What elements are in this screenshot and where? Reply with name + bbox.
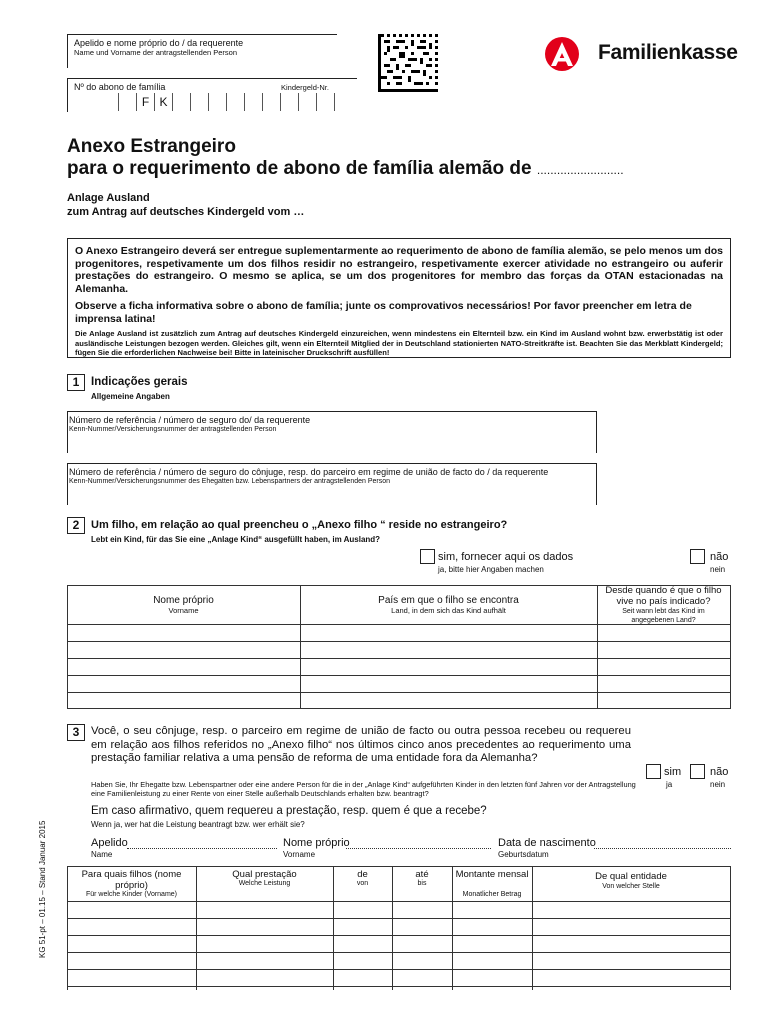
applicant-reference-field[interactable] bbox=[67, 411, 597, 453]
recipient-surname-field[interactable] bbox=[127, 848, 277, 849]
ba-logo-icon bbox=[544, 36, 580, 72]
datamatrix-code bbox=[378, 34, 438, 92]
section-3-no-checkbox[interactable] bbox=[690, 764, 705, 779]
kg-number-box[interactable] bbox=[67, 78, 357, 112]
table-row[interactable] bbox=[67, 935, 731, 936]
section-3-number: 3 bbox=[67, 724, 85, 741]
table-row[interactable] bbox=[67, 969, 731, 970]
form-version-note: KG 51-pt – 01.15 – Stand Januar 2015 bbox=[38, 820, 47, 958]
section-3-yes-label-de: ja bbox=[666, 780, 673, 789]
table-row[interactable] bbox=[67, 675, 731, 676]
recipient-dob-label-de: Geburtsdatum bbox=[498, 850, 549, 859]
section-2-no-label: não bbox=[710, 551, 729, 563]
col-since-when: Desde quando é que o filho vive no país indicado? bbox=[605, 585, 722, 607]
recipient-dob-field[interactable] bbox=[594, 848, 731, 849]
section-2-yes-label-de: ja, bitte hier Angaben machen bbox=[438, 565, 544, 574]
kg-number-cells[interactable] bbox=[68, 93, 358, 111]
table-row[interactable] bbox=[67, 952, 731, 953]
recipient-surname-label: Apelido bbox=[91, 837, 128, 849]
table-row[interactable] bbox=[67, 692, 731, 693]
benefits-table bbox=[67, 866, 731, 990]
notice-text-de: Die Anlage Ausland ist zusätzlich zum Antrag auf deutsches Kindergeld einzureichen, wenn mindestens ein Elternteil bzw. ein Kind im Ausland wohnt bzw. erwerbstätig ist oder ausländische Leistungen bezogen werden. Gleiches gilt, wenn ein Elternteil Mitglied der in Deutschland stationierten NATO-Streitkräfte ist. Beachten Sie das Merkblatt Kindergeld; fügen Sie die erforderlichen Nachweise bei! Bitte in lateinischer Druckschrift ausfüllen! bbox=[75, 329, 723, 358]
applicant-name-label-de: Name und Vorname der antragstellenden Person bbox=[74, 48, 238, 57]
section-1-title: Indicações gerais bbox=[91, 376, 188, 388]
section-2-no-label-de: nein bbox=[710, 565, 726, 574]
section-3-question: Você, o seu cônjuge, resp. o parceiro em regime de união de facto ou outra pessoa recebeu ou requereu em relação aos filhos referidos no „Anexo filho“ nos últimos cinco anos precedentes ao requerimento uma prestação familiar relativa a uma pensão de reforma de uma entidade fora da Alemanha? bbox=[91, 725, 631, 765]
page-title: Anexo Estrangeiro bbox=[67, 136, 236, 157]
brand-name: Familienkasse bbox=[598, 41, 738, 64]
spouse-reference-label-de: Kenn-Nummer/Versicherungsnummer des Ehegatten bzw. Lebenspartners der antragstellenden Person bbox=[69, 478, 391, 485]
col-children-de: Für welche Kinder (Vorname) bbox=[85, 891, 178, 898]
section-2-number: 2 bbox=[67, 517, 85, 534]
recipient-dob-label: Data de nascimento bbox=[498, 837, 596, 849]
section-2-title-de: Lebt ein Kind, für das Sie eine „Anlage Kind“ ausgefüllt haben, im Ausland? bbox=[91, 535, 381, 544]
recipient-firstname-label: Nome próprio bbox=[283, 837, 350, 849]
col-from-de: von bbox=[356, 880, 369, 887]
applicant-name-box[interactable] bbox=[67, 34, 337, 68]
table-row[interactable] bbox=[67, 658, 731, 659]
col-until: até bbox=[415, 869, 429, 880]
col-institution: De qual entidade bbox=[595, 871, 667, 882]
title-de-2: zum Antrag auf deutsches Kindergeld vom … bbox=[67, 206, 305, 218]
applicant-reference-label-de: Kenn-Nummer/Versicherungsnummer der antragstellenden Person bbox=[69, 426, 277, 433]
table-row[interactable] bbox=[67, 641, 731, 642]
section-3-question-de: Haben Sie, Ihr Ehegatte bzw. Lebenspartner oder eine andere Person für die in der „Anlage Kind“ aufgeführten Kinder in den letzten fünf Jahren vor der Antragstellung eine Familienleistung zu einer Rente von einer Stelle außerhalb Deutschlands erhalten bzw. beantragt? bbox=[91, 780, 636, 798]
section-1-title-de: Allgemeine Angaben bbox=[91, 392, 170, 401]
kg-letter-f: F bbox=[136, 93, 154, 111]
section-2-yes-label: sim, fornecer aqui os dados bbox=[438, 551, 574, 563]
date-placeholder-dots: .......................... bbox=[536, 163, 624, 177]
table-row[interactable] bbox=[67, 918, 731, 919]
table-row[interactable] bbox=[67, 708, 731, 709]
col-since-when-de: Seit wann lebt das Kind im angegebenen Land? bbox=[622, 608, 705, 624]
recipient-firstname-label-de: Vorname bbox=[283, 850, 316, 859]
spouse-reference-field[interactable] bbox=[67, 463, 597, 505]
col-until-de: bis bbox=[417, 880, 427, 887]
col-from: de bbox=[357, 869, 368, 880]
applicant-reference-label: Número de referência / número de seguro do/ da requerente bbox=[69, 415, 311, 425]
col-amount: Montante mensal bbox=[455, 869, 529, 880]
recipient-surname-label-de: Name bbox=[91, 850, 113, 859]
section-1-number: 1 bbox=[67, 374, 85, 391]
kg-number-label-de: Kindergeld-Nr. bbox=[281, 83, 329, 92]
kg-letter-k: K bbox=[154, 93, 172, 111]
section-3-subquestion-de: Wenn ja, wer hat die Leistung beantragt bzw. wer erhält sie? bbox=[91, 820, 305, 829]
section-2-yes-checkbox[interactable] bbox=[420, 549, 435, 564]
section-3-no-label-de: nein bbox=[710, 780, 726, 789]
notice-text-pt: O Anexo Estrangeiro deverá ser entregue suplementarmente ao requerimento de abono de família alemão, se pelo menos um dos progenitores, respetivamente um dos filhos residir no estrangeiro, respetivamente exercer atividade no estrangeiro ou auferir prestações do estrangeiro. O mesmo se aplica, se um dos progenitores for membro das forças da OTAN estacionadas na Alemanha. bbox=[75, 245, 723, 295]
notice-hint-pt: Observe a ficha informativa sobre o abono de família; junte os comprovativos necessários! Por favor preencher em letra de imprensa latina! bbox=[75, 300, 692, 325]
section-3-subquestion: Em caso afirmativo, quem requereu a prestação, resp. quem é que a recebe? bbox=[91, 805, 487, 817]
recipient-firstname-field[interactable] bbox=[346, 848, 491, 849]
section-3-no-label: não bbox=[710, 766, 729, 778]
kg-number-label: Nº do abono de família bbox=[74, 82, 166, 92]
applicant-name-label: Apelido e nome próprio do / da requerente bbox=[74, 38, 244, 48]
col-amount-de: Monatlicher Betrag bbox=[462, 891, 522, 898]
section-2-no-checkbox[interactable] bbox=[690, 549, 705, 564]
col-first-name-de: Vorname bbox=[168, 606, 199, 615]
table-row[interactable] bbox=[67, 986, 731, 987]
page-subtitle: para o requerimento de abono de família alemão de .......................... bbox=[67, 158, 624, 179]
familienkasse-logo bbox=[544, 36, 764, 72]
section-3-yes-checkbox[interactable] bbox=[646, 764, 661, 779]
spouse-reference-label: Número de referência / número de seguro do cônjuge, resp. do parceiro em regime de união de facto do / da requerente bbox=[69, 467, 549, 477]
col-benefit-de: Welche Leistung bbox=[238, 880, 291, 887]
children-abroad-table bbox=[67, 585, 731, 709]
col-first-name: Nome próprio bbox=[153, 595, 214, 606]
notice-box bbox=[67, 238, 731, 358]
col-country: País em que o filho se encontra bbox=[378, 595, 519, 606]
section-2-title: Um filho, em relação ao qual preencheu o „Anexo filho “ reside no estrangeiro? bbox=[91, 519, 508, 531]
col-benefit: Qual prestação bbox=[232, 869, 297, 880]
col-children: Para quais filhos (nome próprio) bbox=[81, 869, 182, 891]
col-country-de: Land, in dem sich das Kind aufhält bbox=[391, 606, 506, 615]
col-institution-de: Von welcher Stelle bbox=[602, 883, 660, 890]
title-de-1: Anlage Ausland bbox=[67, 192, 150, 204]
section-3-yes-label: sim bbox=[664, 766, 682, 778]
